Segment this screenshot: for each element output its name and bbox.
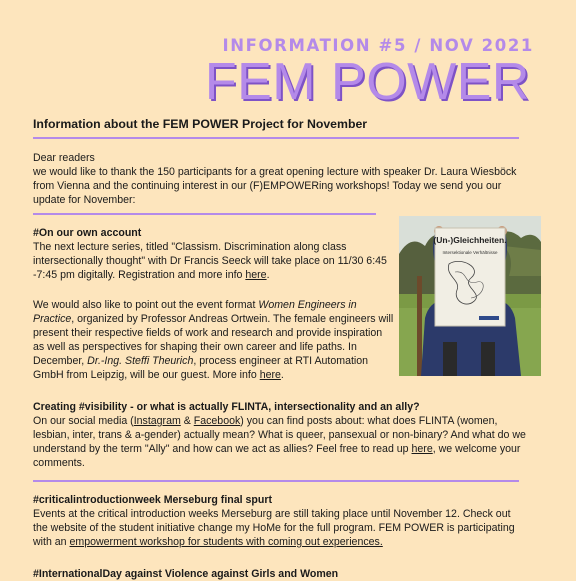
merseburg-heading: #criticalintroductionweek Merseburg final spurt — [33, 494, 272, 506]
empowerment-workshop-link[interactable]: empowerment workshop for students with coming out experiences. — [69, 536, 383, 548]
poster-title: (Un-)Gleichheiten. — [433, 235, 507, 245]
issue-label: INFORMATION #5 / NOV 2021 — [222, 36, 534, 55]
greeting: Dear readers — [33, 152, 95, 164]
read-up-link[interactable]: here — [411, 443, 433, 455]
guest-speaker: Dr.-Ing. Steffi Theurich — [87, 355, 194, 367]
document-title: Information about the FEM POWER Project for November — [33, 117, 368, 131]
international-day-heading: #InternationalDay against Violence against Girls and Women — [33, 568, 339, 580]
women-engineers-link[interactable]: here — [259, 369, 281, 381]
section-divider-2 — [33, 480, 519, 482]
women-engineers-text: We would also like to point out the event format Women Engineers in Practice, organized by Professor Andreas Ortwein. The female engineers will present their respective fields of work and research and provide inspiration as well as perspectives for shaping their own career and life paths. In December, Dr.-Ing. Steffi Theurich, process engineer at RTI Automation GmbH from Leipzig, will be our guest. More info here. — [33, 299, 394, 381]
visibility-heading: Creating #visibility - or what is actually FLINTA, intersectionality and an ally? — [33, 401, 420, 413]
merseburg-text: Events at the critical introduction weeks Merseburg are still taking place until November 12. Check out the website of the student initiative change my HoMe for the full program. FEM POWER is participating with an empowerment workshop for students with coming out experiences. — [33, 508, 515, 548]
international-day-section — [33, 567, 528, 581]
visibility-text: On our social media (Instagram & Facebook) you can find posts about: what does FLINTA (women, lesbian, inter, trans & a-gender) actually mean? What is queer, pansexual or non-binary? And what do we understand by the term "Ally" and how can we act as allies? Feel free to read up here, we welcome your comments. — [33, 415, 526, 469]
poster-photo — [399, 216, 541, 376]
intro-section — [33, 151, 523, 207]
poster-photo-illustration — [399, 216, 541, 376]
account-section — [33, 226, 395, 282]
merseburg-section — [33, 493, 528, 549]
intro-text: we would like to thank the 150 participants for a great opening lecture with speaker Dr. Laura Wiesböck from Vienna and the continuing interest in our (F)EMPOWERing workshops! Today we send you our update for November: — [33, 166, 517, 206]
account-text: The next lecture series, titled "Classism. Discrimination along class intersectionally thought" with Dr Francis Seeck will take place on 11/30 6:45 -7:45 pm digitally. Registration and more info here. — [33, 241, 387, 281]
account-heading: #On our own account — [33, 227, 142, 239]
facebook-link[interactable]: Facebook — [193, 415, 241, 427]
poster-subtitle: Intersektionale Verhältnisse — [442, 250, 498, 255]
women-engineers-section — [33, 298, 395, 382]
section-divider — [33, 213, 376, 215]
event-name: Women Engineers in Practice — [33, 299, 357, 325]
title-divider — [33, 137, 519, 139]
brand-title: FEM POWER — [204, 53, 530, 111]
instagram-link[interactable]: Instagram — [133, 415, 181, 427]
account-registration-link[interactable]: here — [245, 269, 267, 281]
visibility-section — [33, 400, 528, 470]
